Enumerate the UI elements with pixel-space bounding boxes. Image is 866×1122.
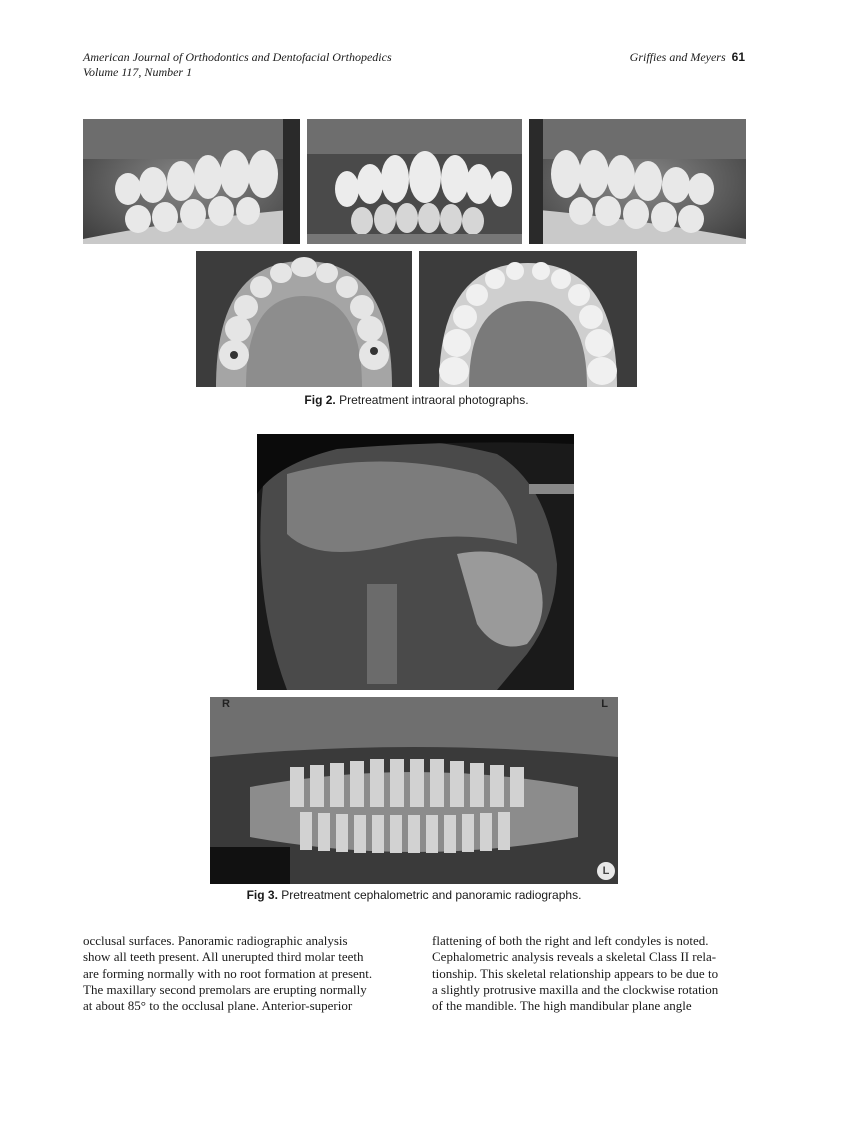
photo-left-buccal	[529, 119, 746, 244]
page-number: 61	[731, 50, 745, 64]
fig2-label: Fig 2.	[304, 393, 336, 407]
photo-maxillary-occlusal	[196, 251, 412, 387]
pan-corner-marker: L	[597, 862, 615, 880]
body-line: tionship. This skeletal relationship appears to be due to	[432, 965, 719, 981]
body-line: are forming normally with no root formation at present.	[83, 965, 373, 981]
fig3-label: Fig 3.	[246, 888, 278, 902]
header-left	[83, 50, 392, 80]
fig3-caption	[210, 888, 618, 902]
body-line: at about 85° to the occlusal plane. Anterior-superior	[83, 998, 353, 1014]
body-line: flattening of both the right and left condyles is noted.	[432, 933, 709, 948]
fig2-text: Pretreatment intraoral photographs.	[339, 393, 529, 407]
panoramic-radiograph	[210, 697, 618, 884]
body-column-left	[83, 933, 396, 1014]
body-line: occlusal surfaces. Panoramic radiographic analysis	[83, 933, 348, 948]
body-line: of the mandible. The high mandibular plane angle	[432, 998, 692, 1014]
fig2-caption	[196, 393, 637, 407]
photo-right-buccal	[83, 119, 300, 244]
header-right	[630, 50, 745, 65]
body-column-right	[432, 933, 745, 1014]
body-line: Cephalometric analysis reveals a skeletal Class II rela-	[432, 949, 717, 965]
photo-frontal	[307, 119, 522, 244]
journal-volume: Volume 117, Number 1	[83, 65, 193, 79]
body-line: a slightly protrusive maxilla and the clockwise rotation	[432, 981, 719, 997]
pan-right-side-marker: R	[222, 698, 230, 710]
body-line: The maxillary second premolars are erupting normally	[83, 981, 367, 997]
fig3-text: Pretreatment cephalometric and panoramic radiographs.	[281, 888, 582, 902]
journal-title: American Journal of Orthodontics and Dentofacial Orthopedics	[83, 50, 392, 64]
body-line: show all teeth present. All unerupted third molar teeth	[83, 949, 364, 965]
author-names: Griffies and Meyers	[629, 50, 726, 64]
photo-mandibular-occlusal	[419, 251, 637, 387]
pan-left-side-marker: L	[601, 698, 608, 710]
cephalometric-radiograph	[257, 434, 574, 690]
